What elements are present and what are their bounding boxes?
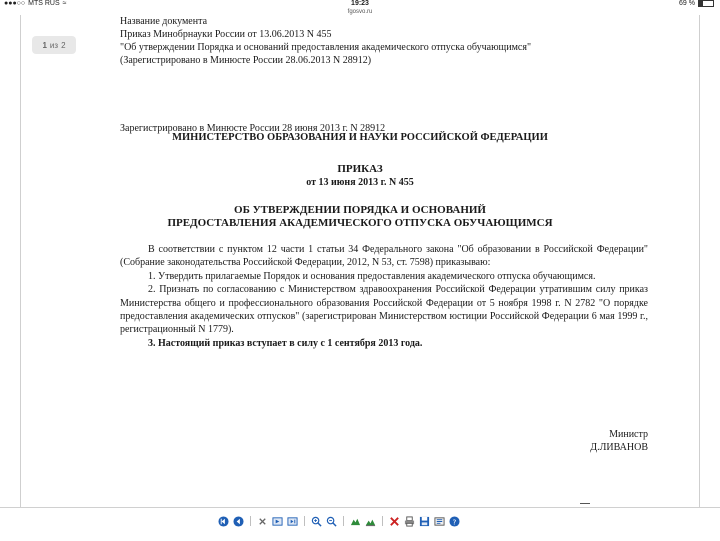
next-page-icon[interactable] <box>272 516 283 527</box>
last-page-icon[interactable] <box>287 516 298 527</box>
save-icon[interactable] <box>419 516 430 527</box>
zoom-out-icon[interactable] <box>326 516 337 527</box>
title-line: ПРЕДОСТАВЛЕНИЯ АКАДЕМИЧЕСКОГО ОТПУСКА ОБУЧАЮЩИМСЯ <box>167 217 553 229</box>
page-of: из <box>49 40 59 50</box>
wifi-icon: ≈ <box>62 0 67 7</box>
fit-width-icon[interactable] <box>365 516 376 527</box>
registration-line: Зарегистрировано в Минюсте России 28 июня 2013 г. N 28912 <box>120 123 386 134</box>
ministry-heading: МИНИСТЕРСТВО ОБРАЗОВАНИЯ И НАУКИ РОССИЙСКОЙ ФЕДЕРАЦИИ <box>172 132 548 143</box>
title-line: ОБ УТВЕРЖДЕНИИ ПОРЯДКА И ОСНОВАНИЙ <box>234 204 486 216</box>
viewer-toolbar <box>0 507 720 541</box>
meta-line: Приказ Минобрнауки России от 13.06.2013 N 455 <box>120 29 332 40</box>
meta-line: (Зарегистрировано в Минюсте России 28.06.2013 N 28912) <box>120 55 372 66</box>
toolbar-divider <box>250 516 251 526</box>
settings-icon[interactable] <box>434 516 445 527</box>
cancel-icon[interactable] <box>389 516 400 527</box>
document-page[interactable] <box>20 15 700 507</box>
battery-area <box>679 0 714 7</box>
page-indicator <box>32 36 76 54</box>
paragraph: 1. Утвердить прилагаемые Порядок и основания предоставления академического отпуска обучающимся. <box>148 270 596 282</box>
fit-page-icon[interactable] <box>350 516 361 527</box>
paragraph: 2. Признать по согласованию с Министерством здравоохранения Российской Федерации утратившим силу приказ Министерства общего и профессионального образования Российской Федерации от 5 ноября 1998 г. N 2782 "О порядке предоставления академических отпусков" (зарегистрирован Министерством юстиции Российской Федерации 6 мая 1999 г., регистрационный N 1779). <box>120 284 648 336</box>
order-date: от 13 июня 2013 г. N 455 <box>306 177 414 188</box>
toolbar-buttons <box>218 515 460 527</box>
signal-icon: ●●●○○ <box>4 0 26 7</box>
page-footer-mark <box>580 503 590 504</box>
battery-percent: 69 % <box>679 0 695 7</box>
prev-page-icon[interactable] <box>233 516 244 527</box>
print-icon[interactable] <box>404 516 415 527</box>
help-icon[interactable] <box>449 516 460 527</box>
first-page-icon[interactable] <box>218 516 229 527</box>
paragraph: 3. Настоящий приказ вступает в силу с 1 сентября 2013 года. <box>148 337 423 349</box>
close-doc-icon[interactable] <box>257 516 268 527</box>
toolbar-divider <box>304 516 305 526</box>
signature-role: Министр <box>609 429 648 440</box>
svg-text:?: ? <box>452 516 457 526</box>
toolbar-divider <box>382 516 383 526</box>
document-title <box>20 204 700 230</box>
zoom-in-icon[interactable] <box>311 516 322 527</box>
document-body <box>120 243 648 350</box>
clock: 19:23 <box>351 0 369 7</box>
signature-name: Д.ЛИВАНОВ <box>590 442 648 453</box>
paragraph: В соответствии с пунктом 12 части 1 статьи 34 Федерального закона "Об образовании в Российской Федерации" (Собрание законодательства Российской Федерации, 2012, N 53, ст. 7598) приказываю: <box>120 244 648 269</box>
carrier-label: MTS RUS <box>28 0 60 7</box>
meta-line: "Об утверждении Порядка и оснований предоставления академического отпуска обучающимся" <box>120 42 532 53</box>
url-label: fgosvo.ru <box>347 9 373 15</box>
toolbar-divider <box>343 516 344 526</box>
order-heading: ПРИКАЗ <box>337 163 383 175</box>
meta-line: Название документа <box>120 16 208 27</box>
page-total: 2 <box>61 40 66 50</box>
document-meta <box>120 15 680 67</box>
page-current: 1 <box>42 40 47 50</box>
battery-icon <box>698 0 714 7</box>
